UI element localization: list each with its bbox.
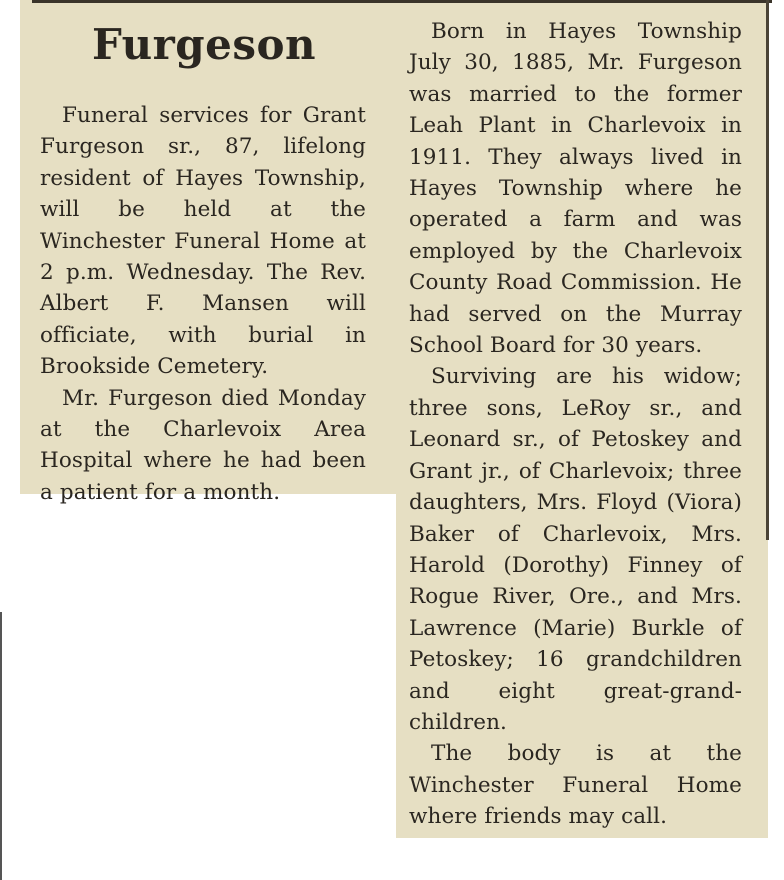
paragraph-funeral-services: Funeral services for Grant Furgeson sr., 87, lifelong resident of Hayes Township, will be held at the Winchester Funeral Home at 2 p.m. Wednesday. The Rev. Albert F. Mansen will officiate, with burial in Brookside Cemetery.	[40, 103, 366, 380]
top-rule	[32, 0, 772, 3]
obituary-headline: Furgeson	[92, 20, 317, 69]
paragraph-biography: Born in Hayes Township July 30, 1885, Mr. Furgeson was married to the former Leah Plant in Charlevoix in 1911. They always lived in Hayes Township where he operated a farm and was employed by the Charlevoix County Road Commission. He had served on the Murray School Board for 30 years.	[409, 19, 742, 359]
paragraph-visitation: The body is at the Winchester Funeral Home where friends may call.	[409, 741, 742, 830]
left-column	[40, 100, 366, 508]
right-column	[409, 16, 742, 833]
paragraph-death: Mr. Furgeson died Monday at the Charlevoix Area Hospital where he had been a patient for a month.	[40, 385, 366, 505]
side-rule	[766, 0, 769, 540]
adjacent-column-rule	[0, 612, 2, 880]
paragraph-survivors: Surviving are his widow; three sons, LeRoy sr., and Leonard sr., of Petoskey and Grant jr., of Charlevoix; three daughters, Mrs. Floyd (Viora) Baker of Charlevoix, Mrs. Harold (Dorothy) Finney of Rogue River, Ore., and Mrs. Lawrence (Marie) Burkle of Petoskey; 16 grandchildren and eight great-grand-children.	[409, 364, 742, 735]
